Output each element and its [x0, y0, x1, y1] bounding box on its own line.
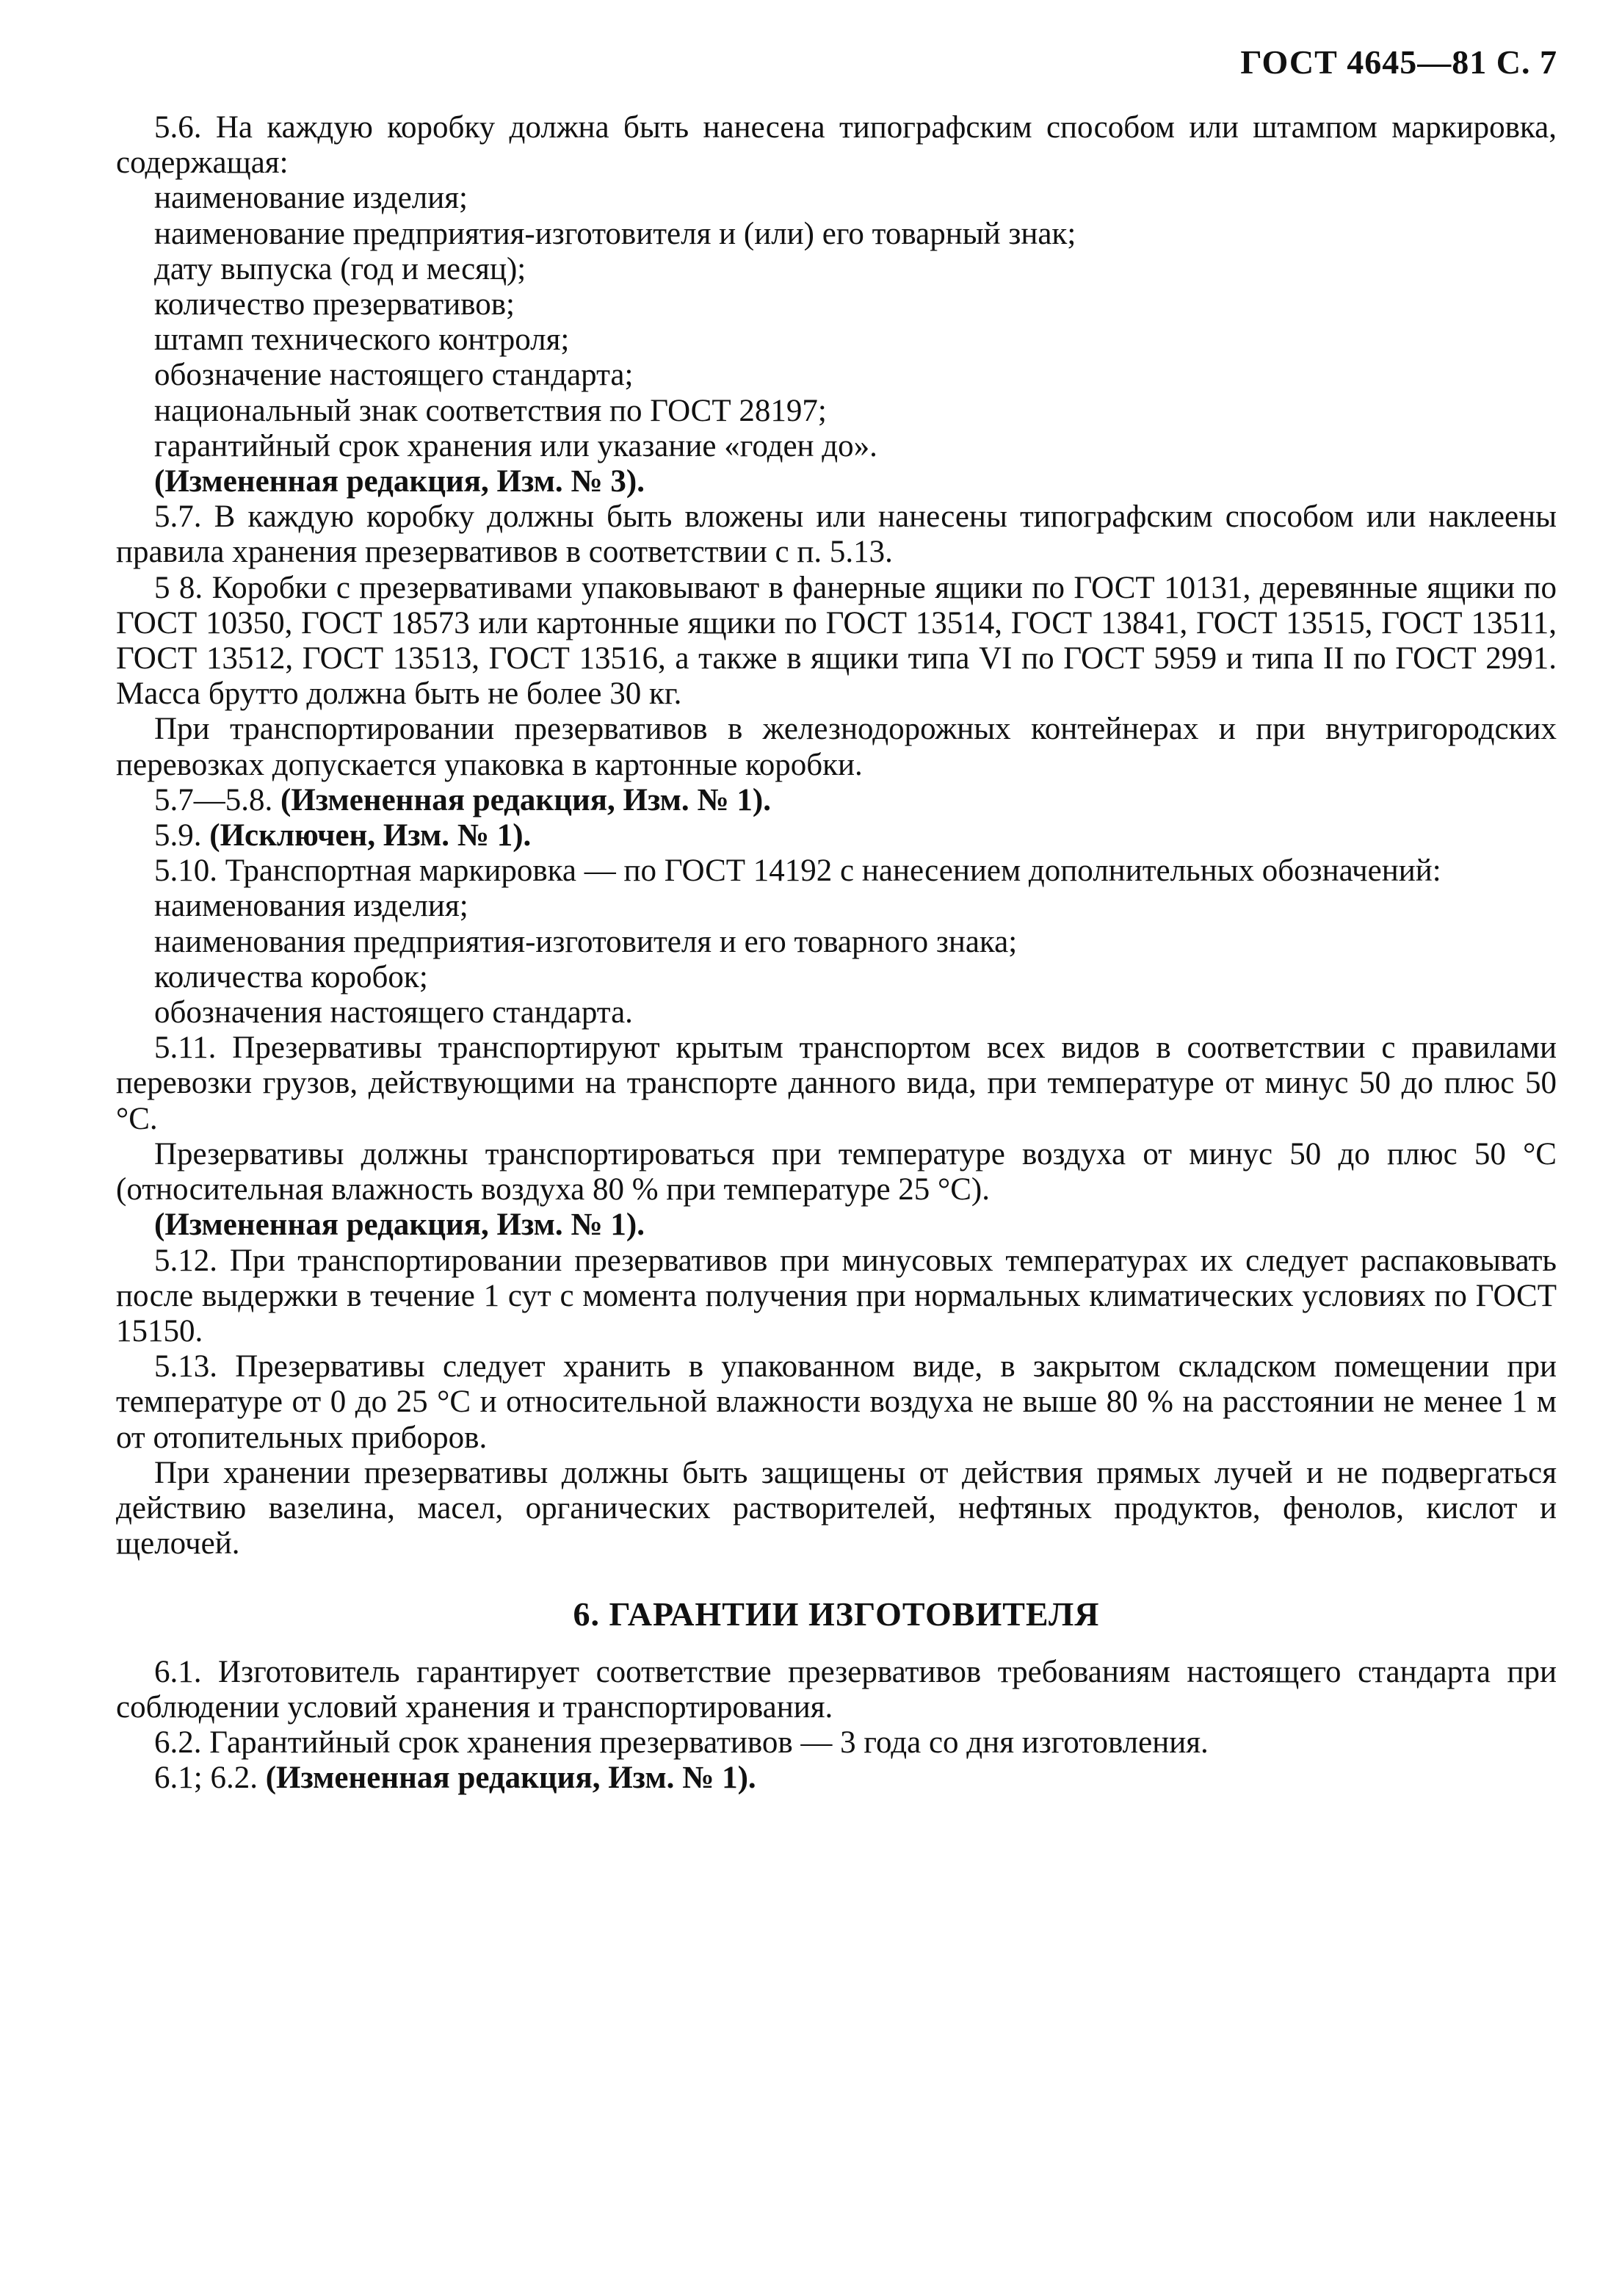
revision-note-5-7-5-8 [116, 783, 1557, 818]
list-item: дату выпуска (год и месяц); [154, 251, 526, 286]
list-item: наименования предприятия-изготовителя и его товарного знака; [154, 924, 1018, 959]
list-item: наименование предприятия-изготовителя и (или) его товарный знак; [154, 216, 1076, 251]
revision-note: (Измененная редакция, Изм. № 1). [154, 1207, 645, 1243]
list-item: штамп технического контроля; [154, 322, 570, 358]
revision-note: (Измененная редакция, Изм. № 3). [154, 464, 645, 499]
revision-note-6 [116, 1761, 1557, 1796]
list-item: обозначение настоящего стандарта; [154, 358, 634, 393]
list-item: наименования изделия; [154, 889, 468, 924]
paragraph-5-12: 5.12. При транспортировании презервативов при минусовых температурах их следует распаковывать после выдержки в течение 1 сут с момента получения при нормальных климатических условиях по ГОСТ 15150. [116, 1243, 1557, 1349]
list-item: гарантийный срок хранения или указание «годен до». [154, 428, 877, 463]
paragraph-5-13: 5.13. Презервативы следует хранить в упакованном виде, в закрытом складском помещении при температуре от 0 до 25 °С и относительной влажности воздуха не выше 80 % на расстоянии не менее 1 м от отопительных приборов. [116, 1349, 1557, 1455]
paragraph-5-13-continuation: При хранении презервативы должны быть защищены от действия прямых лучей и не подвергаться действию вазелина, масел, органических растворителей, нефтяных продуктов, фенолов, кислот и щелочей. [116, 1455, 1557, 1562]
paragraph-6-2: 6.2. Гарантийный срок хранения презервативов — 3 года со дня изготовления. [154, 1725, 1209, 1760]
paragraph-5-9 [116, 818, 1557, 853]
revision-ref: 5.7—5.8. [154, 782, 273, 817]
paragraph-5-8: 5 8. Коробки с презервативами упаковывают в фанерные ящики по ГОСТ 10131, деревянные ящики по ГОСТ 10350, ГОСТ 18573 или картонные ящики по ГОСТ 13514, ГОСТ 13841, ГОСТ 13515, ГОСТ 13511, ГОСТ 13512, ГОСТ 13513, ГОСТ 13516, а также в ящики типа VI по ГОСТ 5959 и типа II по ГОСТ 2991. Масса брутто должна быть не более 30 кг. [116, 570, 1557, 712]
section-6-title: 6. ГАРАНТИИ ИЗГОТОВИТЕЛЯ [573, 1595, 1100, 1633]
paragraph-6-1: 6.1. Изготовитель гарантирует соответствие презервативов требованиям настоящего стандарта при соблюдении условий хранения и транспортирования. [116, 1654, 1557, 1725]
paragraph-5-8-continuation: При транспортировании презервативов в железнодорожных контейнерах и при внутригородских перевозках допускается упаковка в картонные коробки. [116, 712, 1557, 782]
list-item: наименование изделия; [154, 181, 468, 216]
paragraph-5-7: 5.7. В каждую коробку должны быть вложены или нанесены типографским способом или наклеены правила хранения презервативов в соответствии с п. 5.13. [116, 499, 1557, 570]
list-item: обозначения настоящего стандарта. [154, 995, 633, 1030]
list-item: национальный знак соответствия по ГОСТ 28197; [154, 393, 827, 428]
paragraph-5-11: 5.11. Презервативы транспортируют крытым транспортом всех видов в соответствии с правилами перевозки грузов, действующими на транспорте данного вида, при температуре от минус 50 до плюс 50 °С. [116, 1030, 1557, 1136]
revision-label: (Измененная редакция, Изм. № 1). [265, 1761, 756, 1796]
paragraph-5-11-continuation: Презервативы должны транспортироваться при температуре воздуха от минус 50 до плюс 50 °С (относительная влажность воздуха 80 % при температуре 25 °С). [116, 1136, 1557, 1207]
paragraph-ref: 5.9. [154, 818, 202, 853]
revision-ref: 6.1; 6.2. [154, 1761, 258, 1796]
list-item: количество презервативов; [154, 287, 515, 322]
paragraph-5-6-lead: 5.6. На каждую коробку должна быть нанесена типографским способом или штампом маркировка, содержащая: [116, 110, 1557, 181]
paragraph-5-10-lead: 5.10. Транспортная маркировка — по ГОСТ 14192 с нанесением дополнительных обозначений: [154, 853, 1441, 889]
list-item: количества коробок; [154, 959, 428, 994]
page-header: ГОСТ 4645—81 С. 7 [1240, 43, 1557, 81]
revision-label: (Измененная редакция, Изм. № 1). [280, 782, 771, 817]
excluded-label: (Исключен, Изм. № 1). [209, 818, 532, 853]
document-body [116, 110, 1557, 1796]
